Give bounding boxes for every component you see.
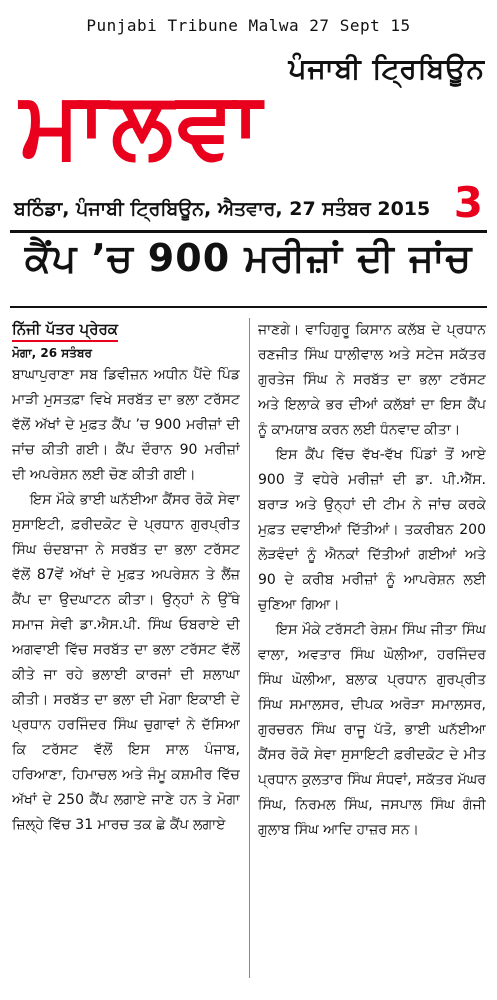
article-headline: ਕੈਂਪ ’ਚ 900 ਮਰੀਜ਼ਾਂ ਦੀ ਜਾਂਚ	[24, 236, 473, 280]
article-paragraph: ਜਾਣਗੇ। ਵਾਹਿਗੁਰੂ ਕਿਸਾਨ ਕਲੱਬ ਦੇ ਪ੍ਰਧਾਨ ਰਣਜੀਤ ਸਿੰਘ ਧਾਲੀਵਾਲ ਅਤੇ ਸਟੇਜ ਸਕੱਤਰ ਗੁਰਤੇਜ ਸਿੰਘ ਨੇ ਸਰਬੱਤ ਦਾ ਭਲਾ ਟਰੱਸਟ ਅਤੇ ਇਲਾਕੇ ਭਰ ਦੀਆਂ ਕਲੱਬਾਂ ਦਾ ਇਸ ਕੈਂਪ ਨੂੰ ਕਾਮਯਾਬ ਕਰਨ ਲਈ ਧੰਨਵਾਦ ਕੀਤਾ।	[258, 322, 486, 438]
article-paragraph: ਇਸ ਮੌਕੇ ਭਾਈ ਘਨੱਈਆ ਕੈਂਸਰ ਰੋਕੋ ਸੇਵਾ ਸੁਸਾਇਟੀ, ਫ਼ਰੀਦਕੋਟ ਦੇ ਪ੍ਰਧਾਨ ਗੁਰਪ੍ਰੀਤ ਸਿੰਘ ਚੰਦਬਾਜਾ ਨੇ ਸਰਬੱਤ ਦਾ ਭਲਾ ਟਰੱਸਟ ਵੱਲੋਂ 87ਵੇਂ ਅੱਖਾਂ ਦੇ ਮੁਫ਼ਤ ਅਪਰੇਸ਼ਨ ਤੇ ਲੈਂਜ਼ ਕੈਂਪ ਦਾ ਉਦਘਾਟਨ ਕੀਤਾ। ਉਨ੍ਹਾਂ ਨੇ ਉੱਥੇ ਸਮਾਜ ਸੇਵੀ ਡਾ.ਐਸ.ਪੀ. ਸਿੰਘ ਓਬਰਾਏ ਦੀ ਅਗਵਾਈ ਵਿੱਚ ਸਰਬੱਤ ਦਾ ਭਲਾ ਟਰੱਸਟ ਵੱਲੋਂ ਕੀਤੇ ਜਾ ਰਹੇ ਭਲਾਈ ਕਾਰਜਾਂ ਦੀ ਸ਼ਲਾਘਾ ਕੀਤੀ। ਸਰਬੱਤ ਦਾ ਭਲਾ ਦੀ ਮੋਗਾ ਇਕਾਈ ਦੇ ਪ੍ਰਧਾਨ ਹਰਜਿੰਦਰ ਸਿੰਘ ਚੁਗਾਵਾਂ ਨੇ ਦੱਸਿਆ ਕਿ ਟਰੱਸਟ ਵੱਲੋਂ ਇਸ ਸਾਲ ਪੰਜਾਬ, ਹਰਿਆਣਾ, ਹਿਮਾਚਲ ਅਤੇ ਜੰਮੂ ਕਸ਼ਮੀਰ ਵਿੱਚ ਅੱਖਾਂ ਦੇ 250 ਕੈਂਪ ਲਗਾਏ ਜਾਣੇ ਹਨ ਤੇ ਮੋਗਾ ਜ਼ਿਲ੍ਹੇ ਵਿੱਚ 31 ਮਾਰਚ ਤਕ ਛੇ ਕੈਂਪ ਲਗਾਏ	[12, 492, 240, 833]
newspaper-name: ਪੰਜਾਬੀ ਟ੍ਰਿਬਿਊਨ	[288, 52, 485, 85]
section-title-banner	[0, 78, 497, 182]
article-byline: ਨਿੱਜੀ ਪੱਤਰ ਪ੍ਰੇਰਕ	[12, 318, 118, 342]
article-paragraph: ਇਸ ਕੈਂਪ ਵਿੱਚ ਵੱਖ-ਵੱਖ ਪਿੰਡਾਂ ਤੋਂ ਆਏ 900 ਤੋਂ ਵਧੇਰੇ ਮਰੀਜ਼ਾਂ ਦੀ ਡਾ. ਪੀ.ਐੱਸ. ਬਰਾੜ ਅਤੇ ਉਨ੍ਹਾਂ ਦੀ ਟੀਮ ਨੇ ਜਾਂਚ ਕਰਕੇ ਮੁਫ਼ਤ ਦਵਾਈਆਂ ਦਿੱਤੀਆਂ। ਤਕਰੀਬਨ 200 ਲੋੜਵੰਦਾਂ ਨੂੰ ਐਨਕਾਂ ਦਿੱਤੀਆਂ ਗਈਆਂ ਅਤੇ 90 ਦੇ ਕਰੀਬ ਮਰੀਜ਼ਾਂ ਨੂੰ ਆਪਰੇਸ਼ਨ ਲਈ ਚੁਣਿਆ ਗਿਆ।	[258, 447, 486, 613]
column-divider	[249, 318, 250, 978]
article-paragraph: ਇਸ ਮੌਕੇ ਟਰੱਸਟੀ ਰੇਸ਼ਮ ਸਿੰਘ ਜੀਤਾ ਸਿੰਘ ਵਾਲਾ, ਅਵਤਾਰ ਸਿੰਘ ਘੋਲੀਆ, ਹਰਜਿੰਦਰ ਸਿੰਘ ਘੋਲੀਆ, ਬਲਾਕ ਪ੍ਰਧਾਨ ਗੁਰਪ੍ਰੀਤ ਸਿੰਘ ਸਮਾਲਸਰ, ਦੀਪਕ ਅਰੋੜਾ ਸਮਾਲਸਰ, ਗੁਰਚਰਨ ਸਿੰਘ ਰਾਜੂ ਪੱਤੋ, ਭਾਈ ਘਨੱਈਆ ਕੈਂਸਰ ਰੋਕੋ ਸੇਵਾ ਸੁਸਾਇਟੀ ਫ਼ਰੀਦਕੋਟ ਦੇ ਮੀਤ ਪ੍ਰਧਾਨ ਕੁਲਤਾਰ ਸਿੰਘ ਸੰਧਵਾਂ, ਸਕੱਤਰ ਮੱਘਰ ਸਿੰਘ, ਨਿਰਮਲ ਸਿੰਘ, ਜਸਪਾਲ ਸਿੰਘ ਗੰਜੀ ਗੁਲਾਬ ਸਿੰਘ ਆਦਿ ਹਾਜ਼ਰ ਸਨ।	[258, 622, 486, 838]
article-column-right	[258, 318, 486, 988]
article-place-date: ਮੋਗਾ, 26 ਸਤੰਬਰ	[12, 346, 92, 360]
headline-divider	[10, 306, 487, 308]
masthead-divider	[10, 230, 487, 233]
dateline: ਬਠਿੰਡਾ, ਪੰਜਾਬੀ ਟ੍ਰਿਬਿਊਨ, ਐਤਵਾਰ, 27 ਸਤੰਬਰ 2015	[14, 198, 431, 220]
clipping-caption: Punjabi Tribune Malwa 27 Sept 15	[86, 16, 411, 35]
page-number: 3	[453, 178, 483, 227]
article-column-left	[12, 318, 240, 988]
section-title: ਮਾਲਵਾ	[20, 78, 265, 178]
article-paragraph: ਬਾਘਾਪੁਰਾਣਾ ਸਬ ਡਿਵੀਜ਼ਨ ਅਧੀਨ ਪੈਂਦੇ ਪਿੰਡ ਮਾੜੀ ਮੁਸਤਫ਼ਾ ਵਿਖੇ ਸਰਬੱਤ ਦਾ ਭਲਾ ਟਰੱਸਟ ਵੱਲੋਂ ਅੱਖਾਂ ਦੇ ਮੁਫ਼ਤ ਕੈਂਪ ’ਚ 900 ਮਰੀਜ਼ਾਂ ਦੀ ਜਾਂਚ ਕੀਤੀ ਗਈ। ਕੈਂਪ ਦੌਰਾਨ 90 ਮਰੀਜ਼ਾਂ ਦੀ ਅਪਰੇਸ਼ਨ ਲਈ ਚੋਣ ਕੀਤੀ ਗਈ।	[12, 367, 240, 483]
